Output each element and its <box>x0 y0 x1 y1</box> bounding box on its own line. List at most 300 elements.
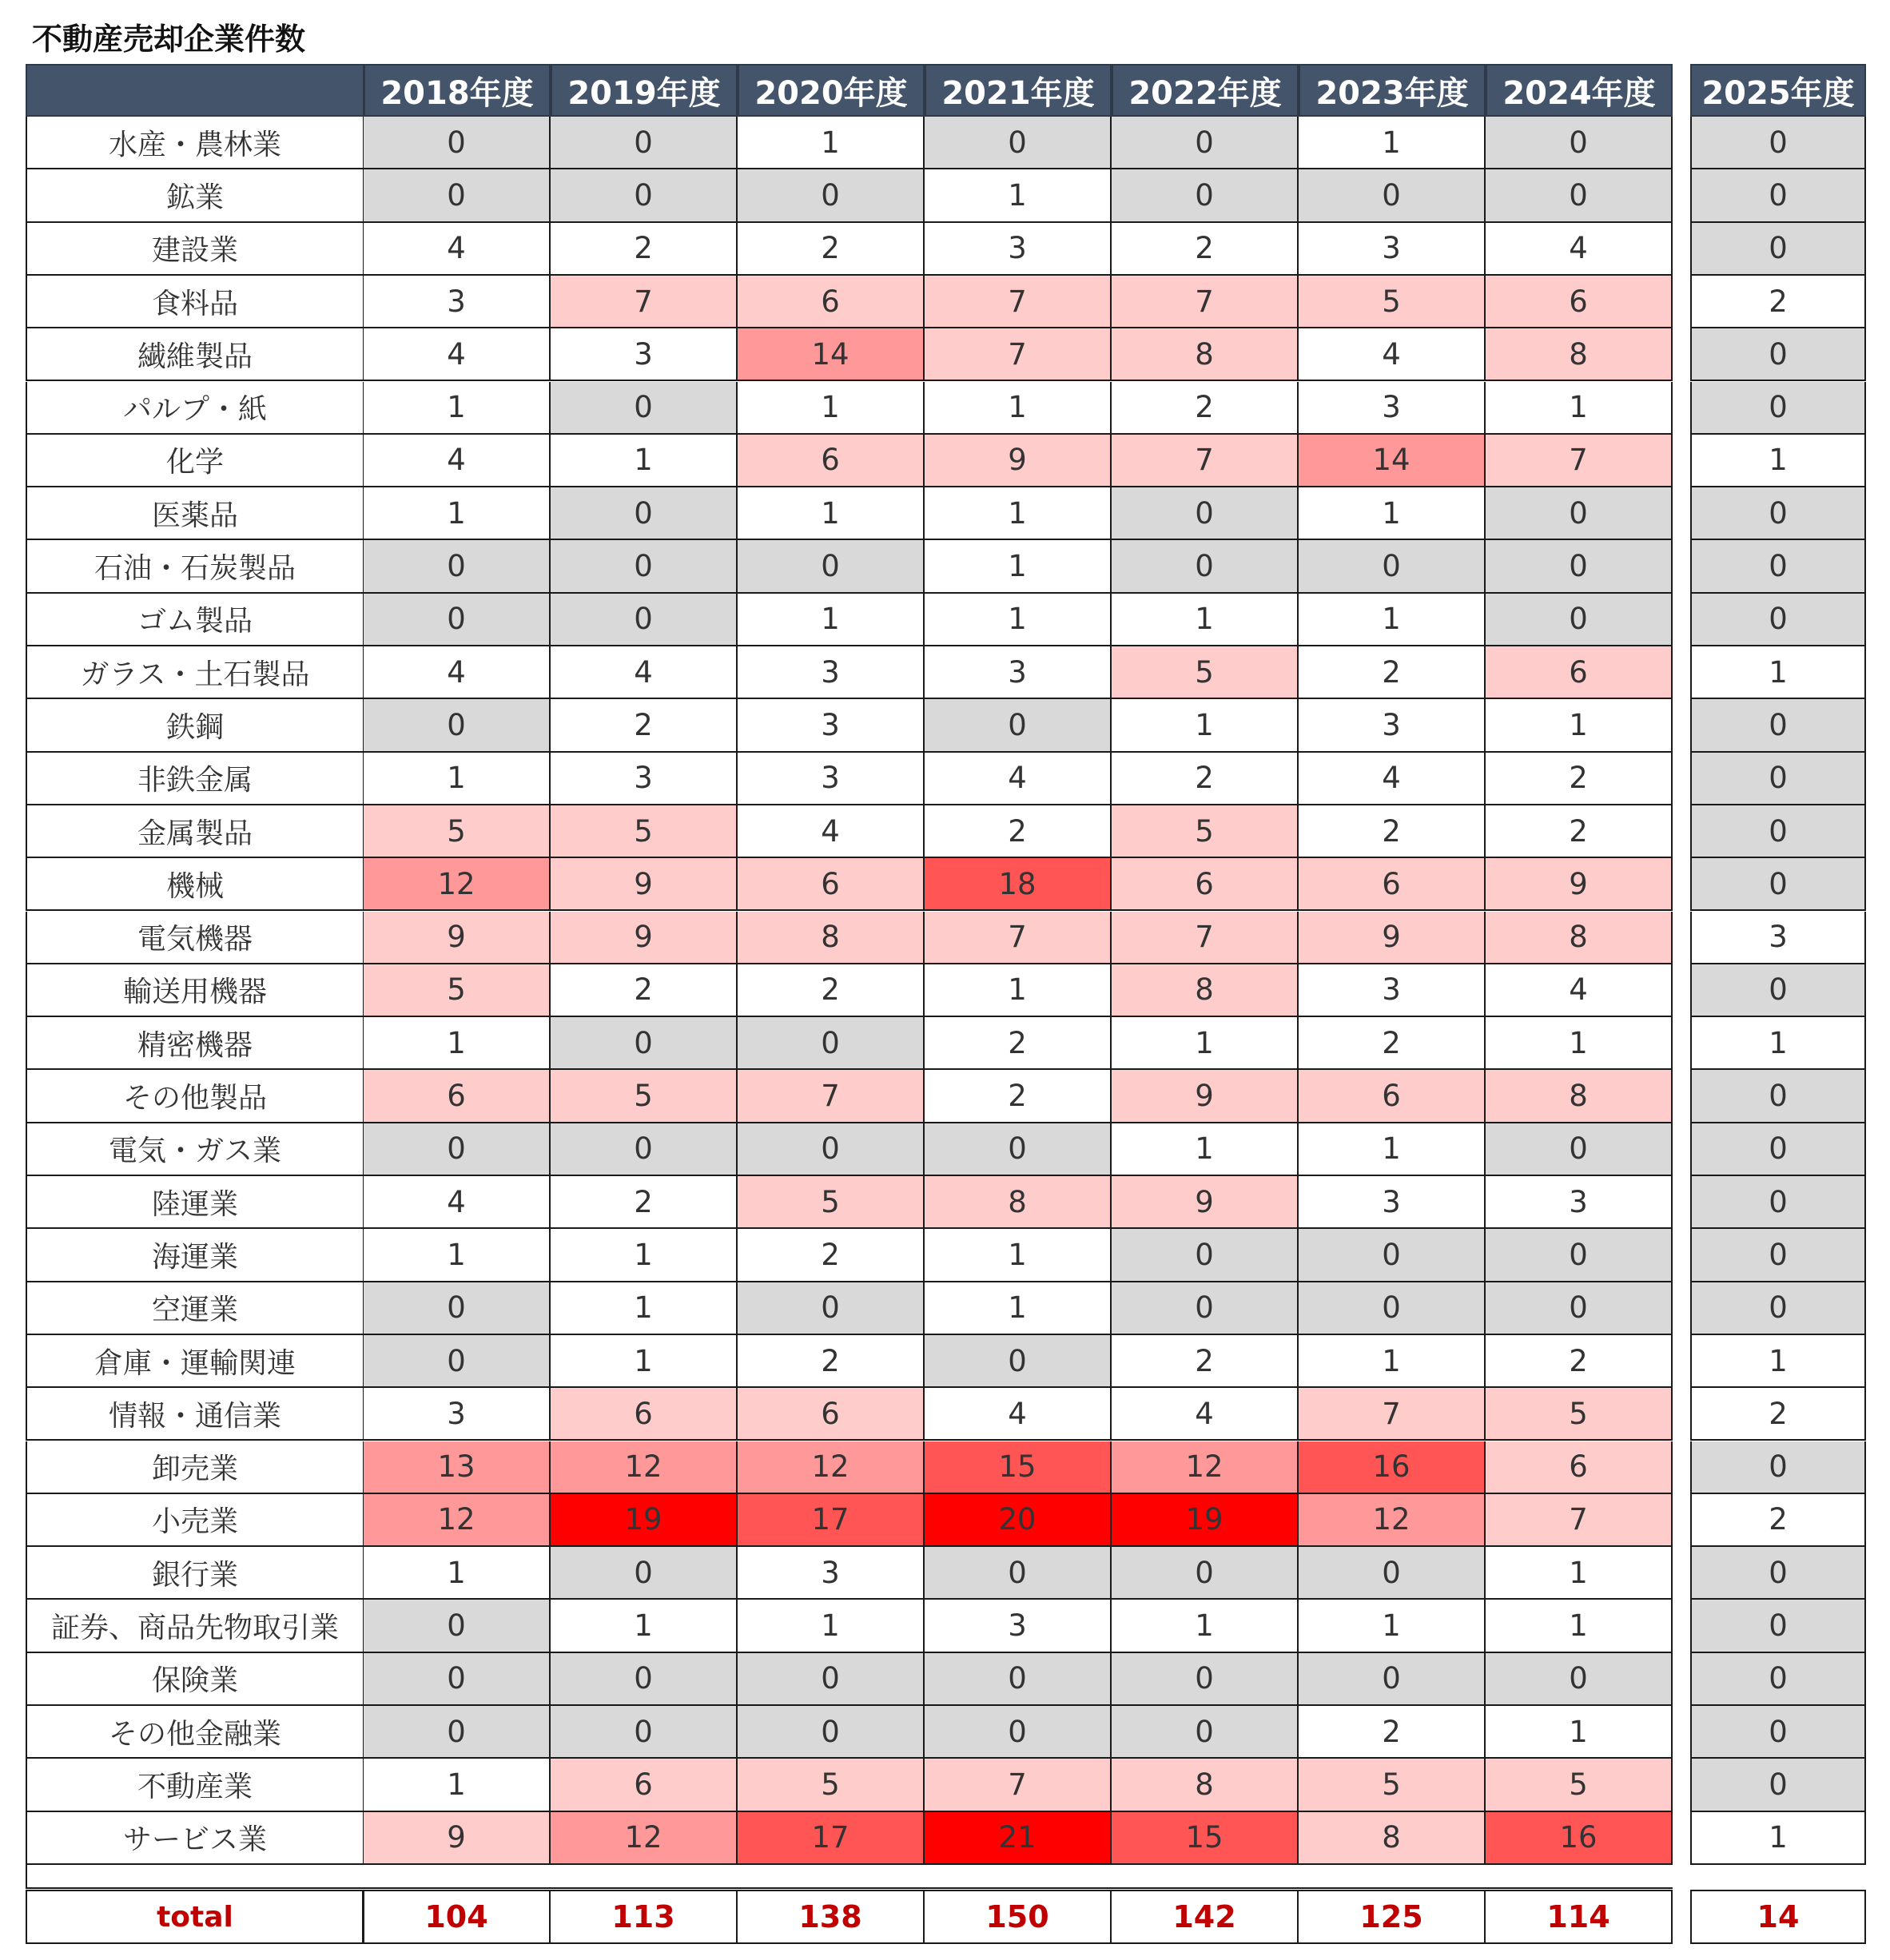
heatmap-cell: 2 <box>1299 1706 1486 1759</box>
heatmap-cell: 0 <box>1690 328 1866 381</box>
heatmap-cell: 6 <box>738 858 925 911</box>
heatmap-cell: 2 <box>1690 276 1866 328</box>
total-value: 114 <box>1484 1890 1673 1944</box>
heatmap-cell: 0 <box>1299 1282 1486 1335</box>
heatmap-cell: 3 <box>1486 1176 1673 1229</box>
heatmap-cell: 7 <box>551 276 738 328</box>
heatmap-cell: 6 <box>1486 646 1673 699</box>
heatmap-cell: 9 <box>925 435 1112 487</box>
heatmap-cell: 0 <box>551 1653 738 1706</box>
heatmap-cell: 5 <box>1486 1759 1673 1811</box>
heatmap-cell: 0 <box>1690 805 1866 858</box>
heatmap-cell: 3 <box>1690 912 1866 964</box>
heatmap-cell: 20 <box>925 1494 1112 1547</box>
heatmap-cell: 6 <box>1299 858 1486 911</box>
heatmap-cell: 0 <box>1690 699 1866 752</box>
row-label: ゴム製品 <box>26 594 364 646</box>
heatmap-cell: 0 <box>551 1017 738 1070</box>
total-value: 138 <box>736 1890 925 1944</box>
heatmap-cell: 0 <box>1112 540 1299 593</box>
heatmap-cell: 0 <box>738 1706 925 1759</box>
heatmap-cell: 4 <box>364 328 551 381</box>
heatmap-cell: 1 <box>1690 435 1866 487</box>
heatmap-cell: 5 <box>364 964 551 1017</box>
heatmap-cell: 6 <box>738 276 925 328</box>
heatmap-cell: 4 <box>738 805 925 858</box>
heatmap-cell: 19 <box>1112 1494 1299 1547</box>
total-value: 125 <box>1297 1890 1486 1944</box>
heatmap-cell: 3 <box>551 328 738 381</box>
heatmap-cell: 8 <box>925 1176 1112 1229</box>
heatmap-cell: 1 <box>925 964 1112 1017</box>
heatmap-cell: 14 <box>738 328 925 381</box>
heatmap-cell: 0 <box>551 1123 738 1176</box>
heatmap-cell: 0 <box>1112 1653 1299 1706</box>
heatmap-cell: 0 <box>1486 1123 1673 1176</box>
heatmap-cell: 7 <box>925 328 1112 381</box>
heatmap-cell: 0 <box>551 487 738 540</box>
column-header: 2019年度 <box>551 64 738 117</box>
heatmap-cell: 6 <box>364 1070 551 1123</box>
row-label: 小売業 <box>26 1494 364 1547</box>
heatmap-cell: 3 <box>1299 1176 1486 1229</box>
heatmap-cell: 4 <box>364 223 551 276</box>
heatmap-cell: 12 <box>551 1812 738 1865</box>
heatmap-cell: 0 <box>1299 540 1486 593</box>
heatmap-cell: 2 <box>1690 1388 1866 1441</box>
heatmap-cell: 9 <box>364 1812 551 1865</box>
column-header: 2024年度 <box>1486 64 1673 117</box>
heatmap-cell: 2 <box>1486 805 1673 858</box>
heatmap-cell: 0 <box>1690 1706 1866 1759</box>
page-title: 不動産売却企業件数 <box>32 22 306 57</box>
heatmap-cell: 2 <box>1299 805 1486 858</box>
heatmap-cell: 3 <box>738 646 925 699</box>
heatmap-cell: 0 <box>364 1600 551 1652</box>
heatmap-cell: 9 <box>551 858 738 911</box>
heatmap-cell: 7 <box>1112 276 1299 328</box>
heatmap-cell: 1 <box>551 1600 738 1652</box>
heatmap-cell: 2 <box>925 805 1112 858</box>
heatmap-cell: 1 <box>1486 1017 1673 1070</box>
heatmap-cell: 0 <box>1690 594 1866 646</box>
heatmap-cell: 0 <box>925 1123 1112 1176</box>
row-label: パルプ・紙 <box>26 382 364 435</box>
row-label: 化学 <box>26 435 364 487</box>
heatmap-cell: 2 <box>1112 1335 1299 1388</box>
heatmap-cell: 3 <box>738 1547 925 1600</box>
heatmap-cell: 0 <box>1486 594 1673 646</box>
heatmap-cell: 7 <box>1486 435 1673 487</box>
heatmap-cell: 2 <box>1486 753 1673 805</box>
heatmap-cell: 0 <box>1486 1282 1673 1335</box>
heatmap-cell: 2 <box>925 1017 1112 1070</box>
heatmap-cell: 2 <box>1690 1494 1866 1547</box>
row-label: その他製品 <box>26 1070 364 1123</box>
heatmap-cell: 1 <box>364 1547 551 1600</box>
heatmap-cell: 12 <box>364 858 551 911</box>
heatmap-cell: 1 <box>364 487 551 540</box>
total-value: 113 <box>549 1890 738 1944</box>
heatmap-cell: 1 <box>1690 1812 1866 1865</box>
row-label: 陸運業 <box>26 1176 364 1229</box>
heatmap-cell: 7 <box>925 912 1112 964</box>
row-label: 石油・石炭製品 <box>26 540 364 593</box>
heatmap-cell: 1 <box>925 594 1112 646</box>
column-header: 2020年度 <box>738 64 925 117</box>
column-header: 2023年度 <box>1299 64 1486 117</box>
heatmap-cell: 4 <box>1486 964 1673 1017</box>
row-label: 水産・農林業 <box>26 117 364 169</box>
heatmap-cell: 9 <box>1112 1070 1299 1123</box>
heatmap-cell: 9 <box>1486 858 1673 911</box>
heatmap-cell: 1 <box>925 169 1112 222</box>
heatmap-cell: 0 <box>925 1547 1112 1600</box>
total-value: 150 <box>923 1890 1112 1944</box>
heatmap-cell: 0 <box>1112 1229 1299 1282</box>
heatmap-cell: 2 <box>1299 1017 1486 1070</box>
heatmap-cell: 2 <box>1299 646 1486 699</box>
heatmap-cell: 1 <box>1486 1706 1673 1759</box>
heatmap-cell: 0 <box>1690 858 1866 911</box>
heatmap-cell: 2 <box>738 1229 925 1282</box>
heatmap-cell: 6 <box>738 1388 925 1441</box>
heatmap-cell: 1 <box>1690 1335 1866 1388</box>
row-label: 電気・ガス業 <box>26 1123 364 1176</box>
heatmap-cell: 5 <box>1299 1759 1486 1811</box>
heatmap-cell: 7 <box>925 276 1112 328</box>
row-label: 電気機器 <box>26 912 364 964</box>
heatmap-cell: 9 <box>1112 1176 1299 1229</box>
heatmap-cell: 0 <box>551 382 738 435</box>
heatmap-cell: 0 <box>738 1017 925 1070</box>
heatmap-cell: 1 <box>738 382 925 435</box>
heatmap-cell: 8 <box>1112 328 1299 381</box>
heatmap-cell: 2 <box>551 964 738 1017</box>
heatmap-cell: 0 <box>1112 169 1299 222</box>
row-label: 非鉄金属 <box>26 753 364 805</box>
heatmap-cell: 8 <box>1486 912 1673 964</box>
row-label: 証券、商品先物取引業 <box>26 1600 364 1652</box>
heatmap-cell: 1 <box>738 487 925 540</box>
heatmap-cell: 0 <box>1112 487 1299 540</box>
heatmap-cell: 0 <box>1112 1547 1299 1600</box>
heatmap-cell: 3 <box>925 646 1112 699</box>
heatmap-cell: 0 <box>1690 540 1866 593</box>
heatmap-cell: 0 <box>364 169 551 222</box>
heatmap-cell: 12 <box>551 1441 738 1494</box>
heatmap-cell: 0 <box>1486 487 1673 540</box>
heatmap-cell: 5 <box>738 1176 925 1229</box>
heatmap-cell: 0 <box>1690 117 1866 169</box>
heatmap-cell: 3 <box>925 1600 1112 1652</box>
heatmap-cell: 1 <box>364 382 551 435</box>
row-label: 銀行業 <box>26 1547 364 1600</box>
heatmap-cell: 1 <box>1486 699 1673 752</box>
heatmap-cell: 2 <box>738 964 925 1017</box>
heatmap-cell: 1 <box>1299 117 1486 169</box>
row-label: 不動産業 <box>26 1759 364 1811</box>
heatmap-cell: 18 <box>925 858 1112 911</box>
heatmap-cell: 8 <box>1299 1812 1486 1865</box>
row-label: 情報・通信業 <box>26 1388 364 1441</box>
heatmap-cell: 2 <box>551 223 738 276</box>
column-header: 2018年度 <box>364 64 551 117</box>
total-label: total <box>26 1890 364 1944</box>
heatmap-cell: 0 <box>1299 1653 1486 1706</box>
heatmap-cell: 4 <box>1112 1388 1299 1441</box>
heatmap-cell: 6 <box>1299 1070 1486 1123</box>
heatmap-cell: 9 <box>1299 912 1486 964</box>
heatmap-cell: 1 <box>925 1229 1112 1282</box>
heatmap-cell: 0 <box>925 1653 1112 1706</box>
heatmap-cell: 1 <box>364 1229 551 1282</box>
heatmap-cell: 0 <box>1299 169 1486 222</box>
heatmap-cell: 1 <box>551 1282 738 1335</box>
heatmap-cell: 17 <box>738 1812 925 1865</box>
heatmap-cell: 0 <box>1112 117 1299 169</box>
heatmap-cell: 12 <box>364 1494 551 1547</box>
row-label: 金属製品 <box>26 805 364 858</box>
heatmap-cell: 1 <box>364 1759 551 1811</box>
heatmap-cell: 3 <box>1299 382 1486 435</box>
heatmap-cell: 0 <box>1486 540 1673 593</box>
row-label: 医薬品 <box>26 487 364 540</box>
heatmap-cell: 15 <box>1112 1812 1299 1865</box>
heatmap-cell: 6 <box>1486 1441 1673 1494</box>
heatmap-cell: 0 <box>551 117 738 169</box>
heatmap-cell: 6 <box>551 1759 738 1811</box>
heatmap-cell: 7 <box>1112 435 1299 487</box>
heatmap-cell: 0 <box>1690 487 1866 540</box>
heatmap-cell: 2 <box>1112 223 1299 276</box>
heatmap-cell: 0 <box>925 1335 1112 1388</box>
heatmap-cell: 21 <box>925 1812 1112 1865</box>
heatmap-cell: 1 <box>738 117 925 169</box>
heatmap-cell: 4 <box>364 435 551 487</box>
row-label: 鉱業 <box>26 169 364 222</box>
heatmap-cell: 0 <box>738 540 925 593</box>
heatmap-cell: 0 <box>1112 1282 1299 1335</box>
heatmap-cell: 8 <box>1112 1759 1299 1811</box>
heatmap-cell: 0 <box>925 117 1112 169</box>
heatmap-cell: 2 <box>1112 753 1299 805</box>
heatmap-cell: 7 <box>925 1759 1112 1811</box>
heatmap-cell: 0 <box>364 540 551 593</box>
heatmap-cell: 8 <box>1486 1070 1673 1123</box>
heatmap-cell: 0 <box>1486 1653 1673 1706</box>
heatmap-cell: 5 <box>551 805 738 858</box>
heatmap-cell: 1 <box>1299 1600 1486 1652</box>
heatmap-cell: 4 <box>925 1388 1112 1441</box>
heatmap-cell: 0 <box>1299 1547 1486 1600</box>
heatmap-cell: 1 <box>738 594 925 646</box>
heatmap-cell: 3 <box>925 223 1112 276</box>
heatmap-cell: 1 <box>1299 594 1486 646</box>
heatmap-cell: 19 <box>551 1494 738 1547</box>
row-label: 空運業 <box>26 1282 364 1335</box>
heatmap-cell: 1 <box>738 1600 925 1652</box>
heatmap-cell: 0 <box>1299 1229 1486 1282</box>
heatmap-cell: 5 <box>1486 1388 1673 1441</box>
heatmap-cell: 5 <box>1299 276 1486 328</box>
heatmap-cell: 0 <box>364 1282 551 1335</box>
heatmap-cell: 3 <box>364 276 551 328</box>
heatmap-cell: 6 <box>738 435 925 487</box>
heatmap-cell: 1 <box>364 753 551 805</box>
heatmap-cell: 0 <box>738 169 925 222</box>
heatmap-cell: 0 <box>364 594 551 646</box>
heatmap-cell: 0 <box>1690 1547 1866 1600</box>
heatmap-cell: 0 <box>364 117 551 169</box>
heatmap-cell: 8 <box>1112 964 1299 1017</box>
heatmap-cell: 5 <box>1112 805 1299 858</box>
heatmap-cell: 0 <box>1690 169 1866 222</box>
heatmap-cell: 4 <box>551 646 738 699</box>
heatmap-cell: 1 <box>364 1017 551 1070</box>
heatmap-cell: 2 <box>551 1176 738 1229</box>
heatmap-cell: 9 <box>364 912 551 964</box>
total-value: 14 <box>1690 1890 1866 1944</box>
heatmap-cell: 12 <box>1112 1441 1299 1494</box>
column-header: 2022年度 <box>1112 64 1299 117</box>
row-label: 鉄鋼 <box>26 699 364 752</box>
heatmap-cell: 0 <box>364 1335 551 1388</box>
heatmap-cell: 7 <box>1112 912 1299 964</box>
heatmap-cell: 1 <box>1690 646 1866 699</box>
heatmap-cell: 15 <box>925 1441 1112 1494</box>
heatmap-cell: 1 <box>1112 1017 1299 1070</box>
column-header: 2021年度 <box>925 64 1112 117</box>
heatmap-cell: 0 <box>1112 1706 1299 1759</box>
heatmap-cell: 0 <box>364 1706 551 1759</box>
heatmap-cell: 3 <box>738 753 925 805</box>
heatmap-cell: 6 <box>1486 276 1673 328</box>
heatmap-cell: 1 <box>1112 699 1299 752</box>
heatmap-cell: 12 <box>1299 1494 1486 1547</box>
heatmap-cell: 3 <box>1299 699 1486 752</box>
heatmap-cell: 12 <box>738 1441 925 1494</box>
heatmap-cell: 16 <box>1486 1812 1673 1865</box>
header-corner <box>26 64 364 117</box>
heatmap-cell: 5 <box>364 805 551 858</box>
heatmap-cell: 1 <box>1299 1335 1486 1388</box>
heatmap-cell: 2 <box>551 699 738 752</box>
heatmap-cell: 7 <box>738 1070 925 1123</box>
heatmap-cell: 2 <box>925 1070 1112 1123</box>
heatmap-cell: 1 <box>1299 1123 1486 1176</box>
heatmap-cell: 0 <box>364 1653 551 1706</box>
heatmap-cell: 0 <box>551 1547 738 1600</box>
heatmap-cell: 4 <box>1486 223 1673 276</box>
total-value: 142 <box>1110 1890 1299 1944</box>
heatmap-cell: 1 <box>1486 1600 1673 1652</box>
heatmap-cell: 1 <box>1112 1600 1299 1652</box>
heatmap-cell: 0 <box>1690 1441 1866 1494</box>
row-label: 保険業 <box>26 1653 364 1706</box>
heatmap-cell: 1 <box>1112 1123 1299 1176</box>
heatmap-cell: 5 <box>1112 646 1299 699</box>
heatmap-cell: 1 <box>551 435 738 487</box>
heatmap-cell: 4 <box>925 753 1112 805</box>
heatmap-cell: 1 <box>1486 382 1673 435</box>
heatmap-cell: 4 <box>1299 753 1486 805</box>
heatmap-cell: 8 <box>738 912 925 964</box>
heatmap-cell: 2 <box>738 223 925 276</box>
heatmap-cell: 0 <box>1486 169 1673 222</box>
heatmap-cell: 17 <box>738 1494 925 1547</box>
heatmap-cell: 0 <box>1690 1600 1866 1652</box>
heatmap-cell: 9 <box>551 912 738 964</box>
heatmap-cell: 0 <box>1690 1070 1866 1123</box>
heatmap-cell: 0 <box>738 1653 925 1706</box>
heatmap-cell: 1 <box>551 1335 738 1388</box>
heatmap-cell: 0 <box>1486 117 1673 169</box>
heatmap-cell: 16 <box>1299 1441 1486 1494</box>
heatmap-cell: 0 <box>925 699 1112 752</box>
heatmap-cell: 3 <box>1299 964 1486 1017</box>
heatmap-cell: 6 <box>1112 858 1299 911</box>
heatmap-cell: 1 <box>1486 1547 1673 1600</box>
heatmap-cell: 2 <box>1486 1335 1673 1388</box>
heatmap-cell: 0 <box>738 1123 925 1176</box>
heatmap-cell: 3 <box>364 1388 551 1441</box>
heatmap-cell: 4 <box>364 646 551 699</box>
heatmap-cell: 1 <box>925 487 1112 540</box>
heatmap-cell: 3 <box>551 753 738 805</box>
heatmap-cell: 1 <box>1112 594 1299 646</box>
row-label: 機械 <box>26 858 364 911</box>
heatmap-cell: 0 <box>1690 1176 1866 1229</box>
heatmap-cell: 0 <box>1690 753 1866 805</box>
spacer-row <box>26 1865 1673 1889</box>
heatmap-cell: 2 <box>1112 382 1299 435</box>
heatmap-cell: 0 <box>1690 1759 1866 1811</box>
heatmap-cell: 4 <box>364 1176 551 1229</box>
heatmap-cell: 8 <box>1486 328 1673 381</box>
heatmap-cell: 0 <box>1690 1229 1866 1282</box>
heatmap-cell: 2 <box>738 1335 925 1388</box>
heatmap-cell: 13 <box>364 1441 551 1494</box>
heatmap-cell: 0 <box>738 1282 925 1335</box>
row-label: 倉庫・運輸関連 <box>26 1335 364 1388</box>
heatmap-cell: 1 <box>1299 487 1486 540</box>
heatmap-cell: 5 <box>551 1070 738 1123</box>
heatmap-cell: 0 <box>1690 1123 1866 1176</box>
row-label: 輸送用機器 <box>26 964 364 1017</box>
heatmap-cell: 0 <box>1486 1229 1673 1282</box>
heatmap-cell: 0 <box>1690 382 1866 435</box>
heatmap-cell: 0 <box>364 699 551 752</box>
row-label: ガラス・土石製品 <box>26 646 364 699</box>
heatmap-cell: 0 <box>1690 964 1866 1017</box>
heatmap-cell: 1 <box>925 540 1112 593</box>
heatmap-cell: 4 <box>1299 328 1486 381</box>
row-label: その他金融業 <box>26 1706 364 1759</box>
heatmap-cell: 14 <box>1299 435 1486 487</box>
total-value: 104 <box>362 1890 551 1944</box>
heatmap-cell: 1 <box>1690 1017 1866 1070</box>
heatmap-cell: 0 <box>1690 1282 1866 1335</box>
heatmap-cell: 0 <box>1690 1653 1866 1706</box>
heatmap-cell: 3 <box>738 699 925 752</box>
heatmap-cell: 5 <box>738 1759 925 1811</box>
heatmap-cell: 1 <box>925 382 1112 435</box>
heatmap-cell: 1 <box>551 1229 738 1282</box>
heatmap-cell: 0 <box>1690 223 1866 276</box>
column-header: 2025年度 <box>1690 64 1866 117</box>
heatmap-cell: 0 <box>551 594 738 646</box>
